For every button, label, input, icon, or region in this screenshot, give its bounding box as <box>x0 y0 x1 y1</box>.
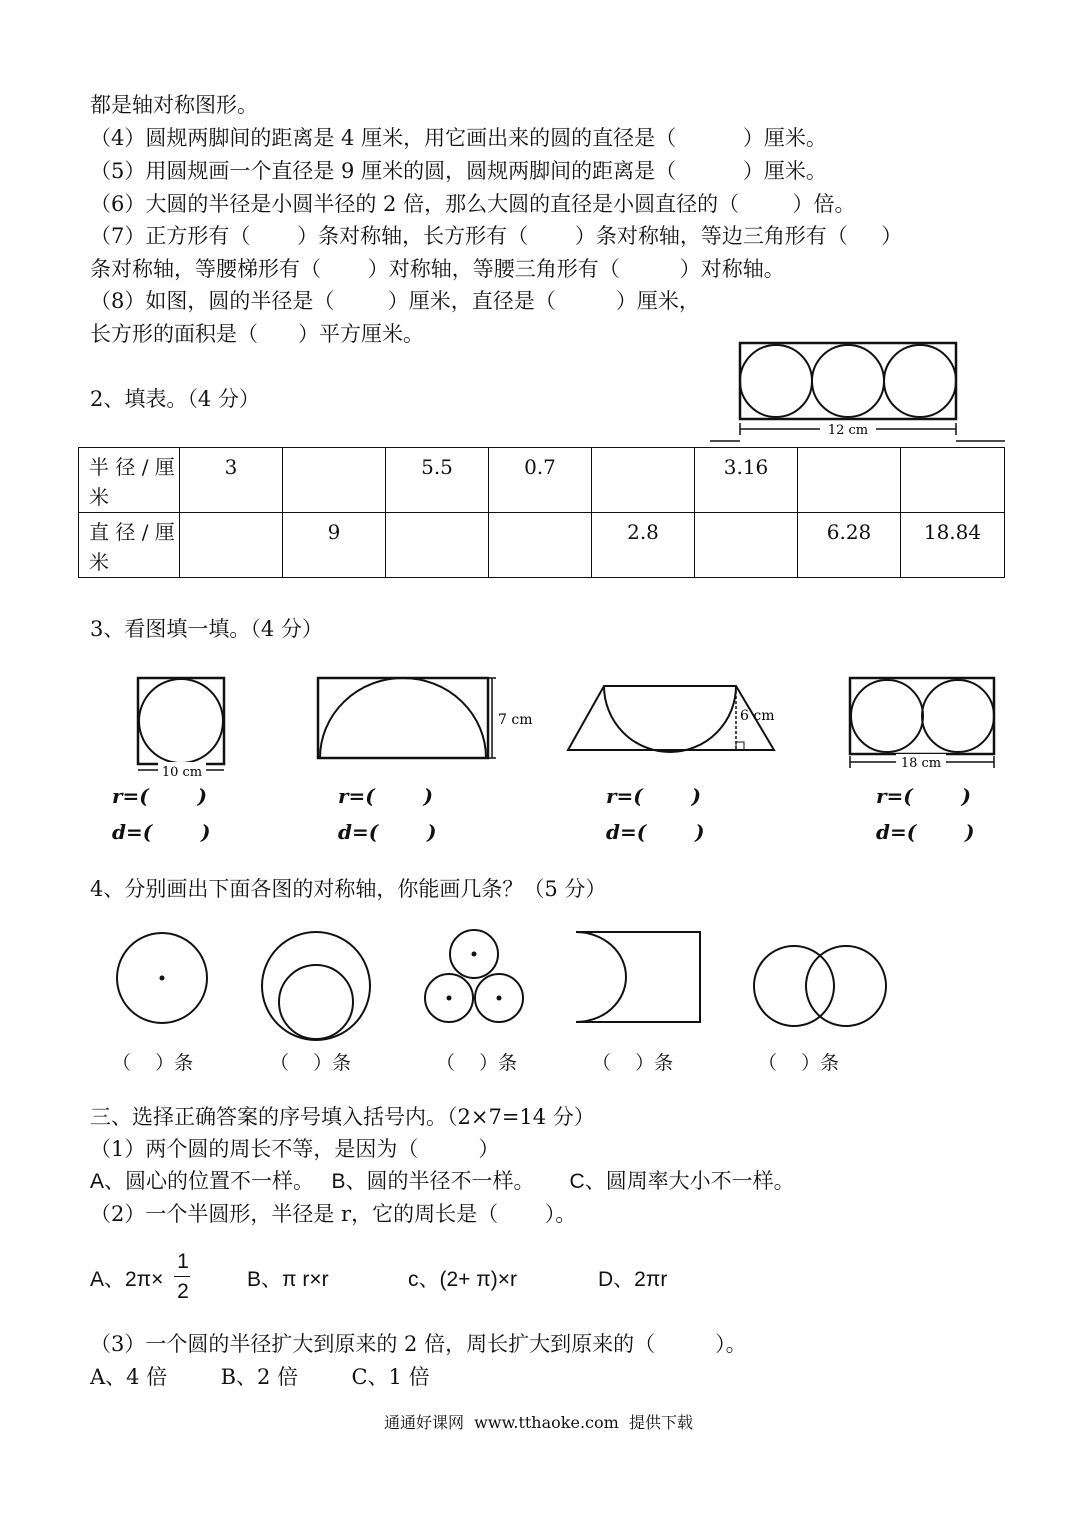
option-2b: B、π r×r <box>247 1268 329 1291</box>
table-cell: 18.84 <box>901 513 1005 578</box>
symmetry-count-1: （ ）条 <box>112 1052 194 1074</box>
diameter-blank-2: d=( ) <box>338 820 437 844</box>
diameter-blank-1: d=( ) <box>112 820 211 844</box>
row-header: 直 径 / 厘米 <box>79 513 180 578</box>
table-cell <box>695 513 798 578</box>
row-header: 半 径 / 厘米 <box>79 448 180 513</box>
table-cell <box>489 513 592 578</box>
table-cell: 0.7 <box>489 448 592 513</box>
figure-three-circles <box>700 335 1020 445</box>
figure-label-6cm: 6 cm <box>740 708 775 724</box>
question-1-6: （6）大圆的半径是小圆半径的 2 倍，那么大圆的直径是小圆直径的（ ）倍。 <box>90 192 856 216</box>
table-cell: 6.28 <box>798 513 901 578</box>
symmetry-count-2: （ ）条 <box>270 1052 352 1074</box>
question-1-4: （4）圆规两脚间的距离是 4 厘米，用它画出来的圆的直径是（ ）厘米。 <box>90 126 827 150</box>
table-cell <box>386 513 489 578</box>
table-cell: 3.16 <box>695 448 798 513</box>
figure-label-10cm: 10 cm <box>161 765 203 780</box>
symmetry-count-3: （ ）条 <box>436 1052 518 1074</box>
choice-question-1: （1）两个圆的周长不等，是因为（ ） <box>90 1137 500 1161</box>
table-row <box>79 448 1005 513</box>
diameter-blank-3: d=( ) <box>606 820 705 844</box>
choice-question-1-options: A、圆心的位置不一样。 B、圆的半径不一样。 C、圆周率大小不一样。 <box>90 1170 795 1193</box>
question-1-8b: 长方形的面积是（ ）平方厘米。 <box>90 322 425 346</box>
radius-blank-1: r=( ) <box>112 784 207 808</box>
table-cell <box>592 448 695 513</box>
shape-overlapping-circles <box>750 944 890 1030</box>
fraction-bar <box>174 1276 190 1277</box>
choice-question-3-options: A、4 倍 B、2 倍 C、1 倍 <box>90 1365 430 1389</box>
choice-question-3: （3）一个圆的半径扩大到原来的 2 倍，周长扩大到原来的（ ）。 <box>90 1332 747 1356</box>
table-cell <box>180 513 283 578</box>
diameter-blank-4: d=( ) <box>876 820 975 844</box>
question-1-5: （5）用圆规画一个直径是 9 厘米的圆，圆规两脚间的距离是（ ）厘米。 <box>90 159 827 183</box>
symmetry-count-4: （ ）条 <box>592 1052 674 1074</box>
option-2c: c、(2+ π)×r <box>408 1268 518 1291</box>
fraction-denominator: 2 <box>177 1280 189 1303</box>
figure-label-12cm: 12 cm <box>827 423 869 438</box>
shape-nested-circles <box>258 928 378 1048</box>
shape-three-circles <box>420 928 530 1030</box>
text-line-top: 都是轴对称图形。 <box>90 93 258 117</box>
footer-text: 通通好课网 www.tthaoke.com 提供下载 <box>384 1413 693 1432</box>
choice-question-2: （2）一个半圆形，半径是 r，它的周长是（ ）。 <box>90 1202 577 1226</box>
question-1-7b: 条对称轴，等腰梯形有（ ）对称轴，等腰三角形有（ ）对称轴。 <box>90 257 785 281</box>
table-cell: 2.8 <box>592 513 695 578</box>
figure-circle-in-square <box>130 672 240 782</box>
figure-semicircle-in-trapezoid <box>560 676 790 756</box>
shape-rectangle-with-arc <box>570 928 710 1028</box>
figure-two-circles-in-rectangle <box>840 672 1010 776</box>
radius-blank-3: r=( ) <box>606 784 701 808</box>
section-2-title: 2、填表。（4 分） <box>90 387 260 411</box>
option-2d: D、2πr <box>598 1268 668 1291</box>
option-2a: A、2π× <box>90 1268 164 1291</box>
table-row <box>79 513 1005 578</box>
table-cell <box>283 448 386 513</box>
table-cell: 9 <box>283 513 386 578</box>
figure-label-18cm: 18 cm <box>900 756 942 771</box>
radius-blank-2: r=( ) <box>338 784 433 808</box>
section-3-title: 3、看图填一填。（4 分） <box>90 617 323 641</box>
table-cell <box>798 448 901 513</box>
table-cell: 3 <box>180 448 283 513</box>
section-4-title: 4、分别画出下面各图的对称轴，你能画几条？（5 分） <box>90 877 607 901</box>
question-1-7a: （7）正方形有（ ）条对称轴，长方形有（ ）条对称轴，等边三角形有（ ） <box>90 224 903 248</box>
radius-blank-4: r=( ) <box>876 784 971 808</box>
section-5-title: 三、选择正确答案的序号填入括号内。（2×7=14 分） <box>90 1105 595 1129</box>
figure-label-7cm: 7 cm <box>498 712 533 728</box>
figure-semicircle-in-rectangle <box>310 672 540 772</box>
question-1-8a: （8）如图，圆的半径是（ ）厘米，直径是（ ）厘米， <box>90 289 700 313</box>
table-cell: 5.5 <box>386 448 489 513</box>
symmetry-count-5: （ ）条 <box>758 1052 840 1074</box>
table-cell <box>901 448 1005 513</box>
fraction-numerator: 1 <box>177 1250 189 1273</box>
shape-circle-with-center <box>112 932 212 1032</box>
radius-diameter-table <box>78 447 1005 578</box>
